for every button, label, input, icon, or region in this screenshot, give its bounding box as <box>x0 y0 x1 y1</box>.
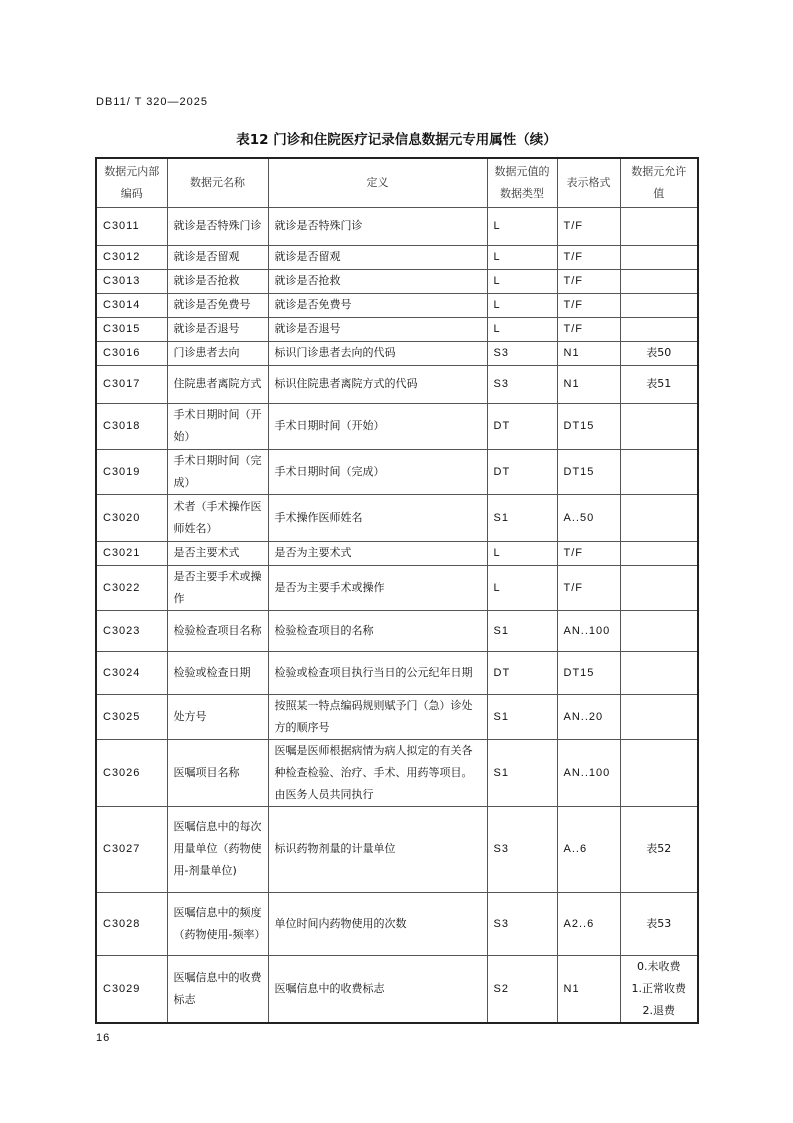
table-row <box>96 365 698 403</box>
col-header-definition: 定义 <box>268 158 487 207</box>
cell-name: 门诊患者去向 <box>167 341 268 365</box>
cell-format: DT15 <box>557 651 620 694</box>
cell-name: 就诊是否抢救 <box>167 269 268 293</box>
cell-format: T/F <box>557 541 620 565</box>
cell-allowed <box>620 207 698 245</box>
cell-type: DT <box>487 449 557 494</box>
cell-code: C3011 <box>96 207 167 245</box>
cell-type: L <box>487 207 557 245</box>
cell-name: 手术日期时间（开始） <box>167 403 268 449</box>
cell-format: A..6 <box>557 806 620 892</box>
table-row <box>96 694 698 739</box>
cell-type: DT <box>487 651 557 694</box>
cell-format: DT15 <box>557 449 620 494</box>
cell-format: A2..6 <box>557 892 620 955</box>
cell-code: C3028 <box>96 892 167 955</box>
cell-code: C3017 <box>96 365 167 403</box>
cell-name: 就诊是否免费号 <box>167 293 268 317</box>
table-row <box>96 269 698 293</box>
table-row <box>96 494 698 541</box>
cell-code: C3016 <box>96 341 167 365</box>
cell-definition: 标识药物剂量的计量单位 <box>268 806 487 892</box>
data-element-table <box>95 157 699 1024</box>
cell-type: L <box>487 541 557 565</box>
cell-allowed <box>620 449 698 494</box>
cell-name: 就诊是否留观 <box>167 245 268 269</box>
table-row <box>96 341 698 365</box>
table-row <box>96 892 698 955</box>
cell-code: C3025 <box>96 694 167 739</box>
cell-code: C3013 <box>96 269 167 293</box>
cell-definition: 检验检查项目的名称 <box>268 610 487 651</box>
cell-allowed: 表51 <box>620 365 698 403</box>
cell-type: S3 <box>487 341 557 365</box>
standard-number: DB11/ T 320—2025 <box>96 96 209 108</box>
cell-allowed <box>620 739 698 806</box>
cell-format: T/F <box>557 317 620 341</box>
table-header-row <box>96 158 698 207</box>
cell-format: AN..100 <box>557 610 620 651</box>
cell-format: AN..100 <box>557 739 620 806</box>
table-row <box>96 651 698 694</box>
table-row <box>96 245 698 269</box>
cell-format: A..50 <box>557 494 620 541</box>
cell-definition: 是否为主要术式 <box>268 541 487 565</box>
cell-name: 手术日期时间（完成） <box>167 449 268 494</box>
cell-type: L <box>487 565 557 610</box>
cell-allowed <box>620 494 698 541</box>
cell-format: T/F <box>557 245 620 269</box>
cell-format: N1 <box>557 955 620 1023</box>
cell-type: L <box>487 293 557 317</box>
cell-name: 是否主要手术或操作 <box>167 565 268 610</box>
cell-definition: 手术日期时间（完成） <box>268 449 487 494</box>
cell-name: 医嘱信息中的每次用量单位（药物使用-剂量单位) <box>167 806 268 892</box>
table-row <box>96 565 698 610</box>
cell-code: C3012 <box>96 245 167 269</box>
cell-allowed: 表53 <box>620 892 698 955</box>
cell-allowed <box>620 610 698 651</box>
cell-name: 医嘱项目名称 <box>167 739 268 806</box>
cell-type: S2 <box>487 955 557 1023</box>
col-header-allowed: 数据元允许值 <box>620 158 698 207</box>
table-row <box>96 449 698 494</box>
cell-allowed: 表52 <box>620 806 698 892</box>
table-row <box>96 806 698 892</box>
cell-name: 检验检查项目名称 <box>167 610 268 651</box>
cell-format: T/F <box>557 207 620 245</box>
cell-definition: 就诊是否抢救 <box>268 269 487 293</box>
table-row <box>96 317 698 341</box>
table-row <box>96 541 698 565</box>
cell-code: C3018 <box>96 403 167 449</box>
cell-name: 住院患者离院方式 <box>167 365 268 403</box>
cell-definition: 就诊是否退号 <box>268 317 487 341</box>
table-row <box>96 207 698 245</box>
cell-allowed <box>620 541 698 565</box>
cell-code: C3026 <box>96 739 167 806</box>
cell-allowed <box>620 403 698 449</box>
cell-code: C3015 <box>96 317 167 341</box>
cell-name: 就诊是否退号 <box>167 317 268 341</box>
cell-type: S1 <box>487 494 557 541</box>
cell-name: 医嘱信息中的收费标志 <box>167 955 268 1023</box>
cell-code: C3024 <box>96 651 167 694</box>
cell-name: 医嘱信息中的频度（药物使用-频率） <box>167 892 268 955</box>
cell-definition: 医嘱信息中的收费标志 <box>268 955 487 1023</box>
cell-allowed <box>620 317 698 341</box>
cell-allowed <box>620 245 698 269</box>
cell-code: C3019 <box>96 449 167 494</box>
table-row <box>96 955 698 1023</box>
cell-code: C3027 <box>96 806 167 892</box>
cell-allowed <box>620 293 698 317</box>
table-row <box>96 739 698 806</box>
cell-definition: 就诊是否免费号 <box>268 293 487 317</box>
cell-format: T/F <box>557 269 620 293</box>
cell-definition: 就诊是否留观 <box>268 245 487 269</box>
cell-code: C3022 <box>96 565 167 610</box>
cell-type: S1 <box>487 739 557 806</box>
cell-definition: 手术操作医师姓名 <box>268 494 487 541</box>
cell-type: L <box>487 245 557 269</box>
cell-type: L <box>487 269 557 293</box>
col-header-type: 数据元值的数据类型 <box>487 158 557 207</box>
cell-allowed: 0.未收费 1.正常收费 2.退费 <box>620 955 698 1023</box>
cell-allowed <box>620 269 698 293</box>
col-header-format: 表示格式 <box>557 158 620 207</box>
cell-definition: 检验或检查项目执行当日的公元纪年日期 <box>268 651 487 694</box>
cell-name: 术者（手术操作医师姓名） <box>167 494 268 541</box>
table-row <box>96 293 698 317</box>
cell-format: T/F <box>557 565 620 610</box>
cell-definition: 手术日期时间（开始） <box>268 403 487 449</box>
page-number: 16 <box>96 1032 111 1044</box>
cell-format: N1 <box>557 341 620 365</box>
cell-format: T/F <box>557 293 620 317</box>
cell-code: C3021 <box>96 541 167 565</box>
cell-code: C3023 <box>96 610 167 651</box>
cell-allowed: 表50 <box>620 341 698 365</box>
cell-type: S3 <box>487 365 557 403</box>
cell-format: N1 <box>557 365 620 403</box>
cell-format: DT15 <box>557 403 620 449</box>
cell-definition: 单位时间内药物使用的次数 <box>268 892 487 955</box>
cell-allowed <box>620 651 698 694</box>
cell-code: C3014 <box>96 293 167 317</box>
cell-code: C3029 <box>96 955 167 1023</box>
table-title: 表12 门诊和住院医疗记录信息数据元专用属性（续） <box>236 132 557 148</box>
cell-definition: 标识门诊患者去向的代码 <box>268 341 487 365</box>
cell-type: S3 <box>487 892 557 955</box>
cell-format: AN..20 <box>557 694 620 739</box>
cell-code: C3020 <box>96 494 167 541</box>
table-row <box>96 403 698 449</box>
col-header-code: 数据元内部编码 <box>96 158 167 207</box>
cell-definition: 标识住院患者离院方式的代码 <box>268 365 487 403</box>
cell-name: 是否主要术式 <box>167 541 268 565</box>
cell-definition: 是否为主要手术或操作 <box>268 565 487 610</box>
cell-type: DT <box>487 403 557 449</box>
cell-name: 检验或检查日期 <box>167 651 268 694</box>
table-row <box>96 610 698 651</box>
cell-definition: 按照某一特点编码规则赋予门（急）诊处方的顺序号 <box>268 694 487 739</box>
cell-type: S1 <box>487 694 557 739</box>
cell-type: S1 <box>487 610 557 651</box>
cell-type: L <box>487 317 557 341</box>
cell-name: 就诊是否特殊门诊 <box>167 207 268 245</box>
col-header-name: 数据元名称 <box>167 158 268 207</box>
cell-type: S3 <box>487 806 557 892</box>
cell-allowed <box>620 694 698 739</box>
cell-name: 处方号 <box>167 694 268 739</box>
cell-definition: 就诊是否特殊门诊 <box>268 207 487 245</box>
cell-allowed <box>620 565 698 610</box>
cell-definition: 医嘱是医师根据病情为病人拟定的有关各种检查检验、治疗、手术、用药等项目。由医务人员共同执行 <box>268 739 487 806</box>
